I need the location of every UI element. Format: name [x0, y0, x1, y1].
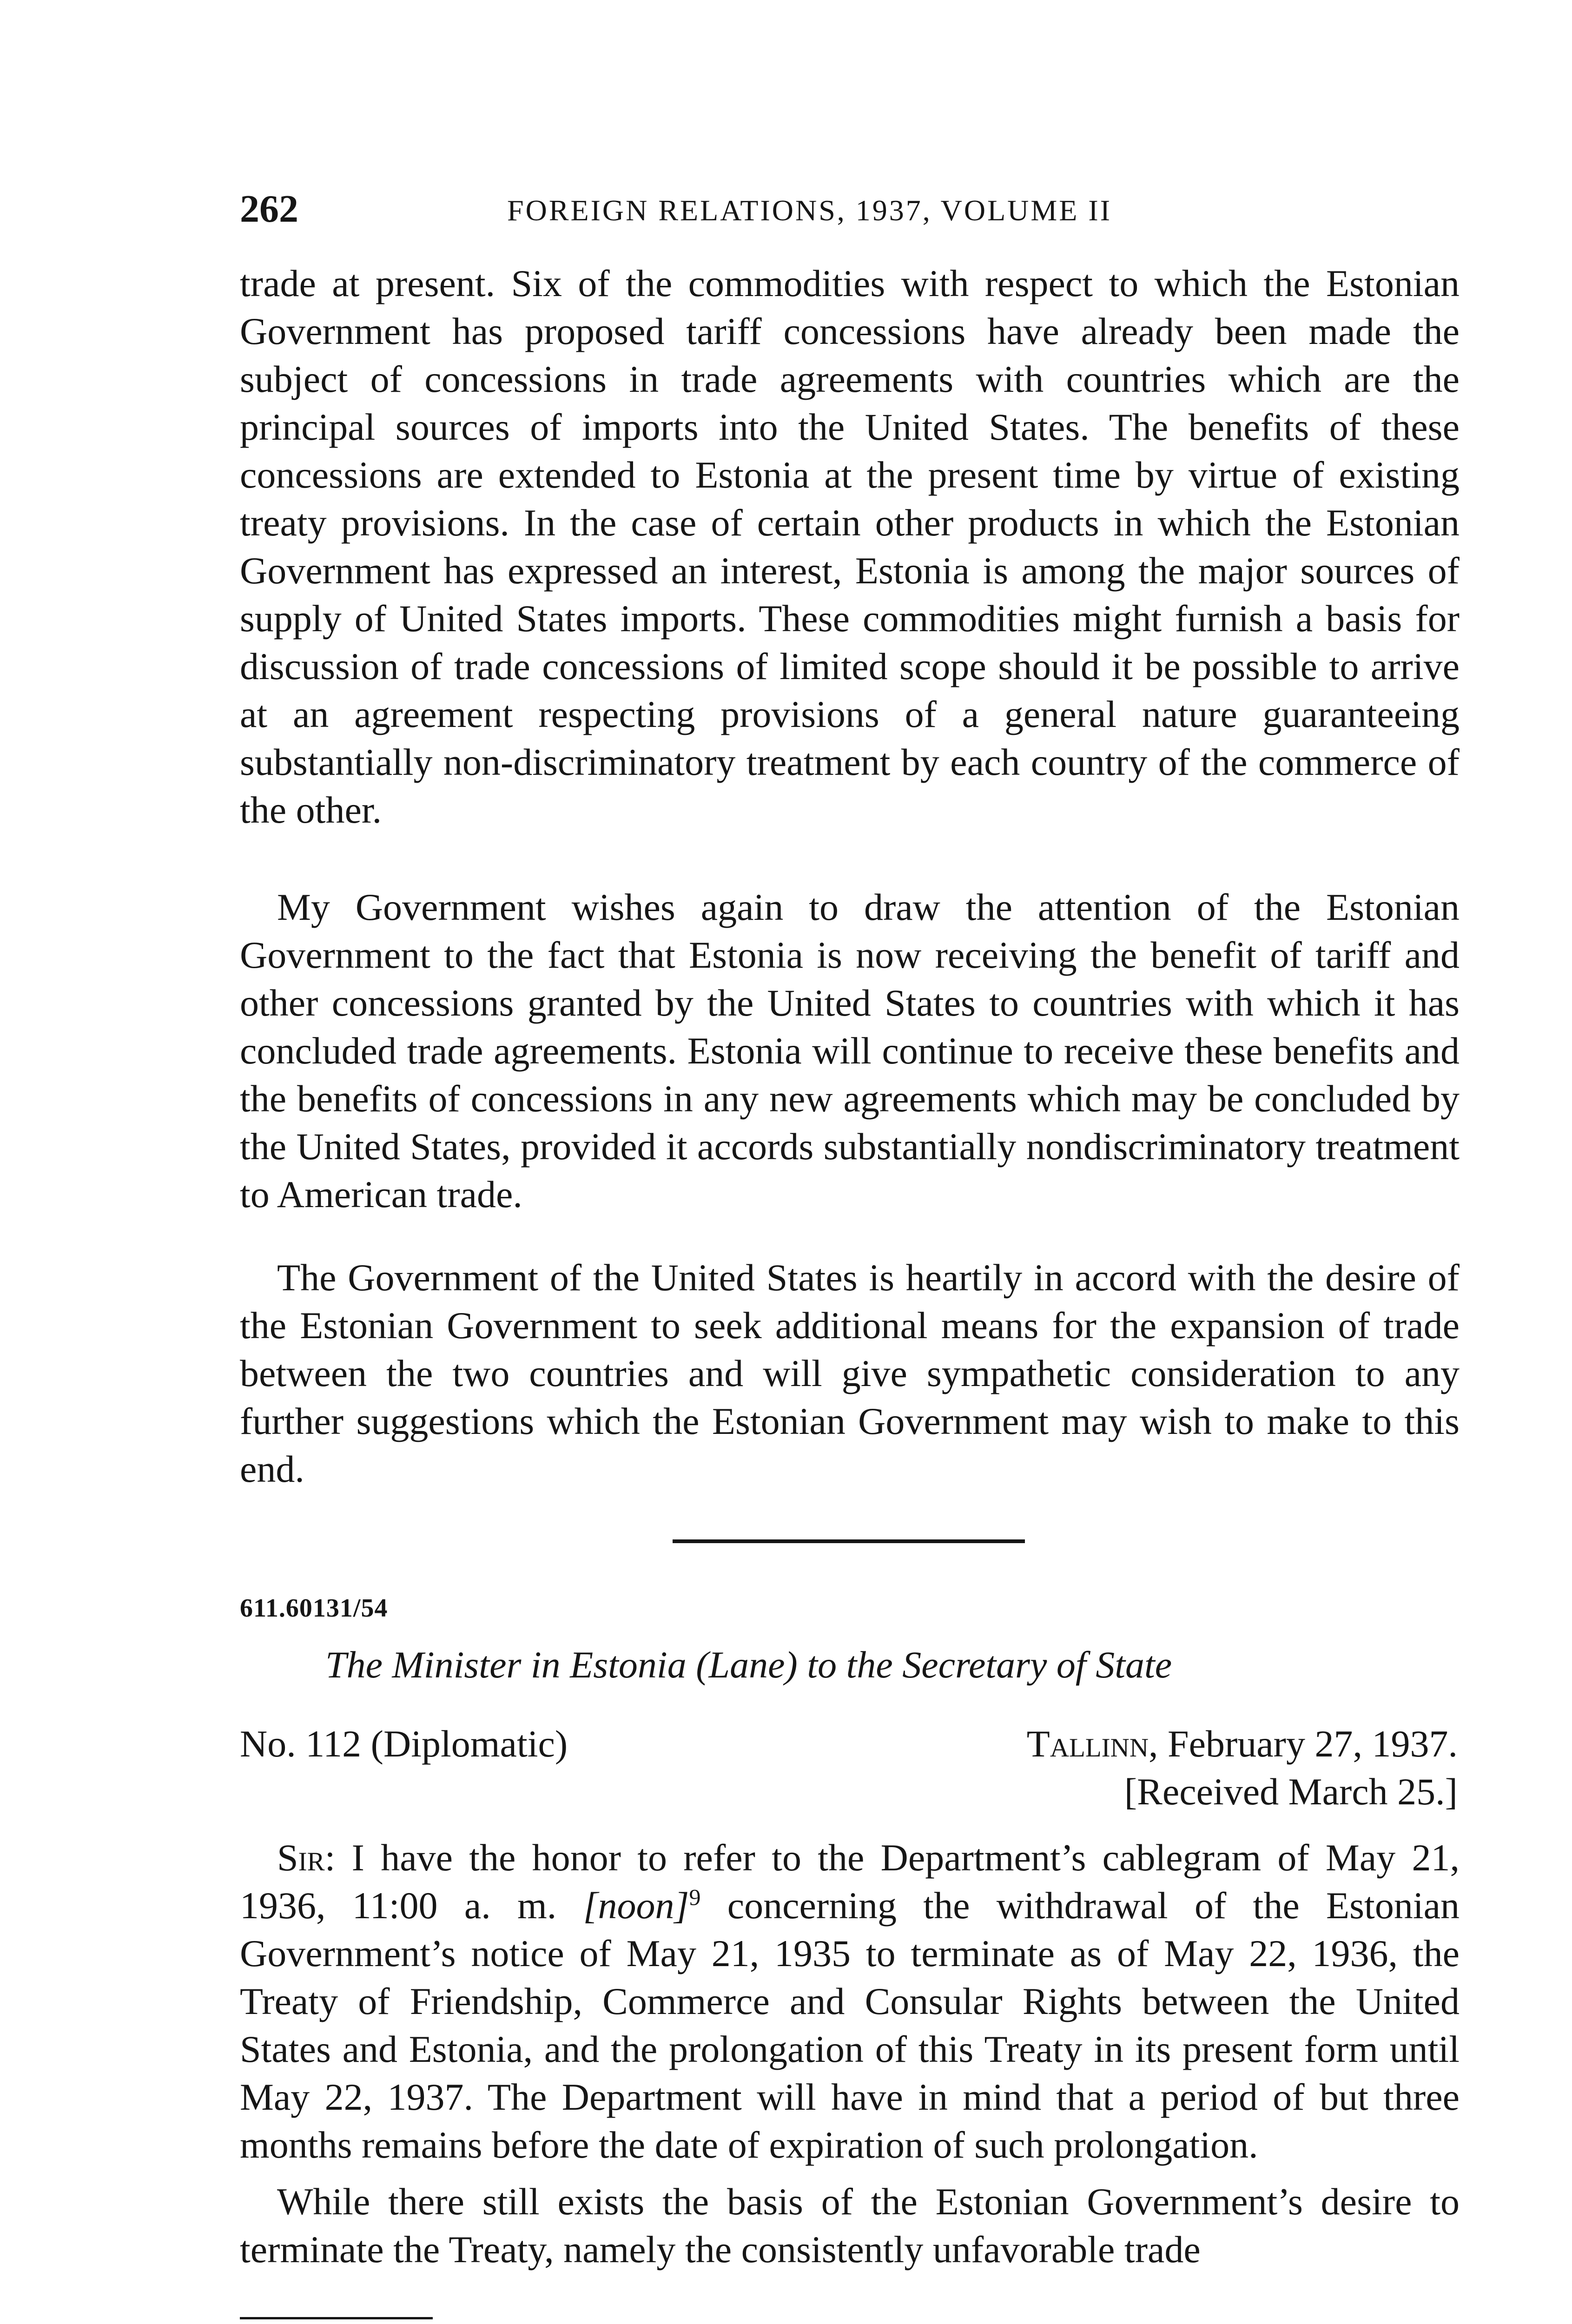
- body-paragraph-1: trade at present. Six of the commodities with respect to which the Estonian Government has proposed tariff concessions have already been made the subject of concessions in trade agreements with countries which are the principal sources of imports into the United States. The benefits of these concessions are extended to Estonia at the present time by virtue of existing treaty provisions. In the case of certain other products in which the Estonian Government has expressed an interest, Estonia is among the major sources of supply of United States imports. These commodities might furnish a basis for discussion of trade concessions of limited scope should it be possible to arrive at an agreement respecting provisions of a general nature guaranteeing substantially non-discriminatory treatment by each country of the commerce of the other.: [240, 262, 1460, 831]
- dateline-date: February 27, 1937.: [1158, 1723, 1458, 1765]
- page-header: [240, 184, 1458, 235]
- letter-paragraph-1-text-a: I have the honor to refer to the Department’s cablegram of May 21, 1936, 11:00 a. m.: [240, 1836, 1460, 1927]
- running-head: FOREIGN RELATIONS, 1937, VOLUME II: [507, 194, 1112, 227]
- document-number: No. 112 (Diplomatic): [240, 1723, 568, 1765]
- dateline: [1027, 1720, 1458, 1768]
- salutation: Sir:: [277, 1836, 336, 1879]
- section-divider: [673, 1539, 1025, 1543]
- letter-paragraph-2: While there still exists the basis of the Estonian Government’s desire to terminate the Treaty, namely the consistently unfavorable trade: [240, 2180, 1460, 2271]
- body-paragraph-3: The Government of the United States is heartily in accord with the desire of the Estonian Government to seek additional means for the expansion of trade between the two countries and will give sympathetic consideration to any further suggestions which the Estonian Government may wish to make to this end.: [240, 1256, 1460, 1490]
- footnote-rule: [240, 2317, 433, 2319]
- document-title: The Minister in Estonia (Lane) to the Secretary of State: [325, 1644, 1172, 1686]
- received-date: [Received March 25.]: [1124, 1770, 1458, 1813]
- letter-paragraph-1: [240, 1834, 1460, 2169]
- footnote-reference: 9: [689, 1884, 701, 1910]
- dateline-place: Tallinn,: [1026, 1723, 1158, 1765]
- file-number: 611.60131/54: [240, 1594, 388, 1623]
- page-number: 262: [240, 187, 298, 231]
- noon-annotation: [noon]: [583, 1884, 689, 1927]
- letter-paragraph-1-text-b: concerning the withdrawal of the Estonian Government’s notice of May 21, 1935 to terminate as of May 22, 1936, the Treaty of Friendship, Commerce and Consular Rights between the United States and Estonia, and the prolongation of this Treaty in its present form until May 22, 1937. The Department will have in mind that a period of but three months remains before the date of expiration of such prolongation.: [240, 1884, 1460, 2166]
- body-paragraph-2: My Government wishes again to draw the attention of the Estonian Government to the fact that Estonia is now receiving the benefit of tariff and other concessions granted by the United States to countries with which it has concluded trade agreements. Estonia will continue to receive these benefits and the benefits of concessions in any new agreements which may be concluded by the United States, provided it accords substantially nondiscriminatory treatment to American trade.: [240, 886, 1460, 1215]
